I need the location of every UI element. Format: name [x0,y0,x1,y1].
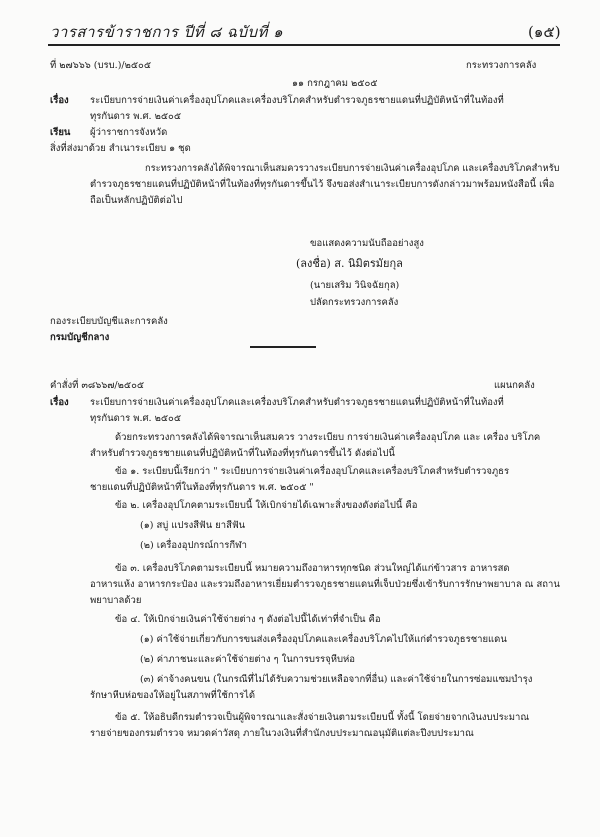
letter-body-line1: กระทรวงการคลังได้พิจารณาเห็นสมควรวางระเบียบการจ่ายเงินค่าเครื่องอุปโภค และเครื่องบริโภคสำหรับ [145,163,560,174]
letter-date: ๑๑ กรกฎาคม ๒๕๐๕ [292,78,378,89]
order-ref-number: คำสั่งที่ ๓๘๖๖๗/๒๕๐๕ [50,380,145,391]
order-intro-line2: สำหรับตำรวจภูธรชายแดนที่ปฏิบัติหน้าที่ในท้องที่ทุรกันดารขึ้นไว้ ดังต่อไปนี้ [90,448,395,459]
order-subject-line2: ทุรกันดาร พ.ศ. ๒๕๐๕ [90,413,182,424]
clause-4-item-2: (๒) ค่าภาชนะและค่าใช้จ่ายต่าง ๆ ในการบรรจุหีบห่อ [140,654,355,665]
letter-body-line2: ตำรวจภูธรชายแดนที่ปฏิบัติหน้าที่ในท้องที่ทุรกันดารขึ้นไว้ จึงขอส่งสำเนาระเบียบการดังกล่าวมาพร้อมหนังสือนี้ เพื่อ [90,179,555,190]
clause-3-line3: พยาบาลด้วย [90,595,142,606]
clause-4: ข้อ ๔. ให้เบิกจ่ายเงินค่าใช้จ่ายต่าง ๆ ดังต่อไปนี้ได้เท่าที่จำเป็น คือ [115,614,381,625]
letter-body-line3: ถือเป็นหลักปฏิบัติต่อไป [90,195,183,206]
journal-title: วารสารข้าราชการ ปีที่ ๘ ฉบับที่ ๑ [50,23,284,41]
letter-ref-number: ที่ ๒๗๖๖๖ (บรบ.)/๒๕๐๕ [50,60,152,71]
office-line2: กรมบัญชีกลาง [50,332,110,343]
clause-3-line2: อาหารแห้ง อาหารกระป๋อง และรวมถึงอาหารเยี่ยมตำรวจภูธรชายแดนที่เจ็บป่วยซึ่งเข้ารับการรักษาพยาบาล ณ สถาน [90,579,560,590]
letter-enclosure: สิ่งที่ส่งมาด้วย สำเนาระเบียบ ๑ ชุด [50,143,191,154]
clause-4-item-3-line2: รักษาหีบห่อของให้อยู่ในสภาพที่ใช้การได้ [90,690,255,701]
signer-name: (นายเสริม วินิจฉัยกุล) [310,280,400,291]
clause-2-item-2: (๒) เครื่องอุปกรณ์การกีฬา [140,540,247,551]
clause-3-line1: ข้อ ๓. เครื่องบริโภคตามระเบียบนี้ หมายความถึงอาหารทุกชนิด ส่วนใหญ่ได้แก่ข้าวสาร อาหารสด [115,563,510,574]
clause-5-line2: รายจ่ายของกรมตำรวจ หมวดค่าวัสดุ ภายในวงเงินที่สำนักงบประมาณอนุมัติแต่ละปีงบประมาณ [90,728,474,739]
letter-signature: (ลงชื่อ) ส. นิมิตรมัยกุล [296,257,403,270]
order-agency: แผนกคลัง [494,380,535,391]
letter-to: ผู้ว่าราชการจังหวัด [90,127,168,138]
letter-closing: ขอแสดงความนับถืออย่างสูง [310,238,424,249]
page-number: (๑๕) [528,23,561,41]
letter-agency: กระทรวงการคลัง [466,60,537,71]
letter-subject-label: เรื่อง [50,95,69,106]
clause-1-line1: ข้อ ๑. ระเบียบนี้เรียกว่า " ระเบียบการจ่ายเงินค่าเครื่องอุปโภคและเครื่องบริโภคสำหรับตำรวจภูธร [115,466,510,477]
clause-2: ข้อ ๒. เครื่องอุปโภคตามระเบียบนี้ ให้เบิกจ่ายได้เฉพาะสิ่งของดังต่อไปนี้ คือ [115,500,418,511]
order-subject-line1: ระเบียบการจ่ายเงินค่าเครื่องอุปโภคและเครื่องบริโภคสำหรับตำรวจภูธรชายแดนที่ปฏิบัติหน้าที่ในท้องที่ [90,397,504,408]
header-rule [48,44,560,46]
clause-4-item-1: (๑) ค่าใช้จ่ายเกี่ยวกับการขนส่งเครื่องอุปโภคและเครื่องบริโภคไปให้แก่ตำรวจภูธรชายแดน [140,634,507,645]
office-line1: กองระเบียบบัญชีและการคลัง [50,316,168,327]
clause-5-line1: ข้อ ๕. ให้อธิบดีกรมตำรวจเป็นผู้พิจารณาและสั่งจ่ายเงินตามระเบียบนี้ ทั้งนี้ โดยจ่ายจากเงินงบประมาณ [115,712,530,723]
order-subject-label: เรื่อง [50,397,69,408]
order-intro-line1: ด้วยกระทรวงการคลังได้พิจารณาเห็นสมควร วางระเบียบ การจ่ายเงินค่าเครื่องอุปโภค และ เครื่อง บริโภค [115,432,541,443]
clause-1-line2: ชายแดนที่ปฏิบัติหน้าที่ในท้องที่ทุรกันดาร พ.ศ. ๒๕๐๕ " [90,482,314,493]
letter-subject-line1: ระเบียบการจ่ายเงินค่าเครื่องอุปโภคและเครื่องบริโภคสำหรับตำรวจภูธรชายแดนที่ปฏิบัติหน้าที่ในท้องที่ [90,95,504,106]
signer-title: ปลัดกระทรวงการคลัง [310,297,399,308]
letter-to-label: เรียน [50,127,71,138]
section-separator [250,346,316,348]
clause-4-item-3-line1: (๓) ค่าจ้างคนขน (ในกรณีที่ไม่ได้รับความช่วยเหลือจากที่อื่น) และค่าใช้จ่ายในการซ่อมแซมบำรุง [140,674,533,685]
clause-2-item-1: (๑) สบู่ แปรงสีฟัน ยาสีฟัน [140,520,246,531]
letter-subject-line2: ทุรกันดาร พ.ศ. ๒๕๐๕ [90,111,182,122]
